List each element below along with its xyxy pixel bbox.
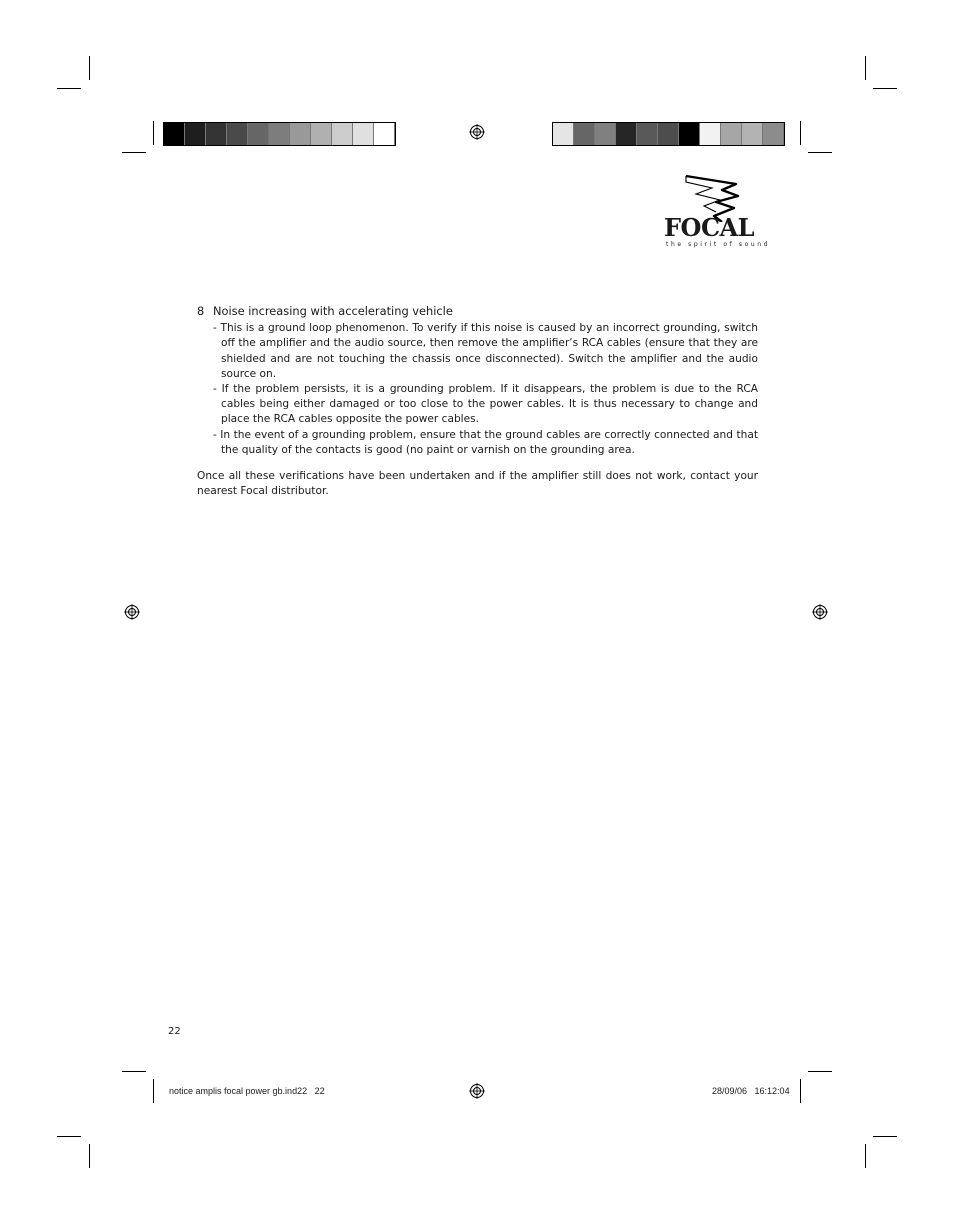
color-swatch: [574, 123, 595, 145]
color-swatch: [269, 123, 290, 145]
focal-logo: [662, 172, 771, 252]
color-swatch: [227, 123, 248, 145]
registration-mark-icon: [469, 124, 485, 140]
registration-mark-icon: [812, 604, 828, 620]
crop-mark: [153, 121, 154, 145]
slug-file: notice amplis focal power gb.ind22 22: [169, 1086, 325, 1096]
crop-mark: [57, 88, 81, 89]
color-swatch: [763, 123, 784, 145]
crop-mark: [873, 88, 897, 89]
crop-mark: [808, 152, 832, 153]
logo-brand: FOCAL: [664, 213, 755, 242]
color-swatch: [595, 123, 616, 145]
crop-mark: [800, 121, 801, 145]
color-swatch: [311, 123, 332, 145]
closing-paragraph: Once all these verifications have been undertaken and if the amplifier still does not work, contact your nearest Focal distributor.: [197, 470, 758, 498]
crop-mark: [865, 56, 866, 80]
color-swatch: [721, 123, 742, 145]
section-heading: [197, 304, 758, 319]
crop-mark: [122, 152, 146, 153]
logo-tagline: the spirit of sound: [666, 241, 771, 248]
crop-mark: [808, 1071, 832, 1072]
color-swatch: [553, 123, 574, 145]
crop-mark: [153, 1079, 154, 1103]
color-swatch: [700, 123, 721, 145]
registration-mark-icon: [124, 604, 140, 620]
section-title: Noise increasing with accelerating vehicle: [213, 304, 453, 318]
list-item: - If the problem persists, it is a grounding problem. If it disappears, the problem is due to the RCA cables being either damaged or too close to the power cables. It is thus necessary to change and place the RCA cables opposite the power cables.: [213, 383, 758, 426]
color-swatch: [206, 123, 227, 145]
color-swatch: [616, 123, 637, 145]
color-swatch: [658, 123, 679, 145]
color-bar-right: [552, 122, 785, 146]
color-swatch: [248, 123, 269, 145]
crop-mark: [89, 56, 90, 80]
crop-mark: [122, 1071, 146, 1072]
color-swatch: [374, 123, 395, 145]
list-item: - In the event of a grounding problem, ensure that the ground cables are correctly connected and that the quality of the contacts is good (no paint or varnish on the grounding area.: [213, 428, 758, 456]
color-swatch: [290, 123, 311, 145]
registration-mark-icon: [469, 1083, 485, 1099]
color-swatch: [164, 123, 185, 145]
page-number: 22: [168, 1026, 181, 1037]
troubleshooting-section: [197, 304, 758, 510]
crop-mark: [89, 1144, 90, 1168]
crop-mark: [800, 1079, 801, 1103]
section-number: 8: [197, 304, 205, 318]
color-swatch: [679, 123, 700, 145]
color-bar-left: [163, 122, 396, 146]
color-swatch: [353, 123, 374, 145]
color-swatch: [332, 123, 353, 145]
crop-mark: [865, 1144, 866, 1168]
color-swatch: [185, 123, 206, 145]
color-swatch: [637, 123, 658, 145]
color-swatch: [742, 123, 763, 145]
crop-mark: [57, 1136, 81, 1137]
list-item: - This is a ground loop phenomenon. To verify if this noise is caused by an incorrect grounding, switch off the amplifier and the audio source, then remove the amplifier’s RCA cables (ensure that they are shielded and are not touching the chassis once disconnected). Switch the amplifier and the audio source on.: [213, 322, 758, 380]
slug-date: 28/09/06 16:12:04: [712, 1086, 790, 1096]
crop-mark: [873, 1136, 897, 1137]
